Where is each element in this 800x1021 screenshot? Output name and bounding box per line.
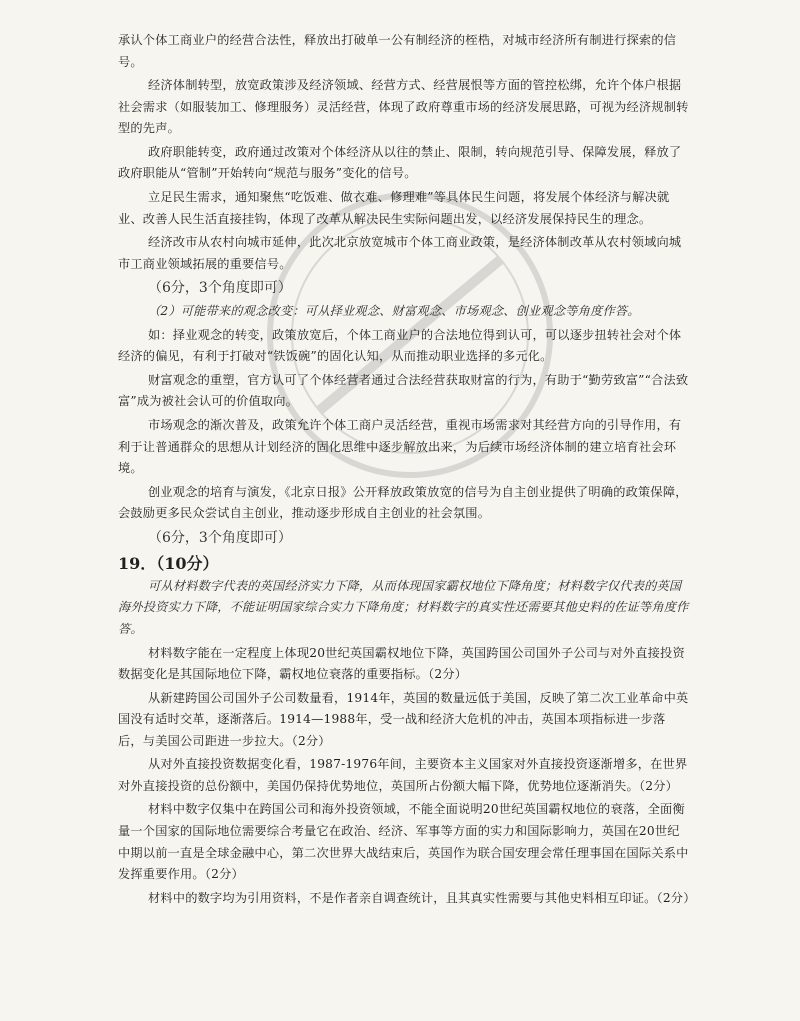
- paragraph-2: 经济体制转型，放宽政策涉及经济领域、经营方式、经营展恨等方面的管控松绑，允许个体户根据社会需求（如服装加工、修理服务）灵活经营，体现了政府尊重市场的经济发展思路，可视为经济规制转型的先声。: [118, 78, 689, 136]
- paragraph-4: 立足民生需求，通知聚焦“吃饭难、做衣难、修理难”等具体民生问题，将发展个体经济与解决就业、改善人民生活直接挂钩，体现了改革从解决民生实际问题出发，以经济发展保持民生的理念。: [118, 189, 670, 226]
- paragraph-12: 材料数字能在一定程度上体现20世纪英国霸权地位下降，英国跨国公司国外子公司与对外直接投资数据变化是其国际地位下降，霸权地位衰落的重要指标。（2分）: [118, 645, 685, 682]
- paragraph-3: 政府职能转变，政府通过改策对个体经济从以往的禁止、限制，转向规范引导、保障发展，释放了政府职能从“管制”开始转向“规范与服务”变化的信号。: [118, 144, 682, 181]
- paragraph-13: 从新建跨国公司国外子公司数量看，1914年，英国的数量远低于美国，反映了第二次工业革命中英国没有适时交革，逐渐落后。1914—1988年，受一战和经济大危机的冲击，英国本项指标进一步落后，与美国公司距进一步拉大。（2分）: [118, 690, 689, 748]
- paragraph-11: 可从材料数字代表的英国经济实力下降，从而体现国家霸权地位下降角度；材料数字仅代表的英国海外投资实力下降，不能证明国家综合实力下降角度；材料数字的真实性还需要其他史料的佐证等角度作答。: [118, 578, 689, 636]
- paragraph-8: 财富观念的重塑，官方认可了个体经营者通过合法经营获取财富的行为，有助于“勤劳致富”“合法致富”成为被社会认可的价值取向。: [118, 372, 689, 409]
- score-note-1: （6分，3个角度即可）: [148, 280, 292, 297]
- paragraph-5: 经济改市从农村向城市延伸，此次北京放宽城市个体工商业政策，是经济体制改革从农村领域向城市工商业领域拓展的重要信号。: [118, 235, 682, 271]
- paragraph-6: （2）可能带来的观念改变：可从择业观念、财富观念、市场观念、创业观念等角度作答。: [148, 304, 640, 319]
- paragraph-15: 材料中数字仅集中在跨国公司和海外投资领域，不能全面说明20世纪英国霸权地位的衰落，全面衡量一个国家的国际地位需要综合考量它在政治、经济、军事等方面的实力和国际影响力，英国在20世纪中期以前一直是全球金融中心，第二次世界大战结束后，英国作为联合国安理会常任理事国在国际关系中发挥重要作用。（2分）: [118, 802, 689, 882]
- paragraph-10: 创业观念的培育与演发，《北京日报》公开释放政策放宽的信号为自主创业提供了明确的政策保障，会鼓励更多民众尝试自主创业，推动逐步形成自主创业的社会氛围。: [118, 484, 688, 521]
- score-note-2: （6分，3个角度即可）: [148, 529, 292, 546]
- paragraph-16: 材料中的数字均为引用资料，不是作者亲自调查统计，且其真实性需要与其他史料相互印证。（2分）: [148, 890, 696, 905]
- paragraph-9: 市场观念的渐次普及，政策允许个体工商户灵活经营，重视市场需求对其经营方向的引导作用，有利于让普通群众的思想从计划经济的固化思维中逐步解放出来，为后续市场经济体制的建立培育社会环境。: [118, 418, 682, 476]
- question-19-title: 19．（10分）: [118, 553, 219, 573]
- paragraph-7: 如：择业观念的转变，政策放宽后，个体工商业户的合法地位得到认可，可以逐步扭转社会对个体经济的偏见，有利于打破对“铁饭碗”的固化认知，从而推动职业选择的多元化。: [118, 327, 682, 364]
- paragraph-14: 从对外直接投资数据变化看，1987-1976年间，主要资本主义国家对外直接投资逐渐增多，在世界对外直接投资的总份额中，美国仍保持优势地位，英国所占份额大幅下降，优势地位逐渐消失。（2分）: [118, 757, 688, 793]
- paragraph-1: 承认个体工商业户的经营合法性，释放出打破单一公有制经济的桎梏，对城市经济所有制进行探索的信号。: [118, 33, 677, 69]
